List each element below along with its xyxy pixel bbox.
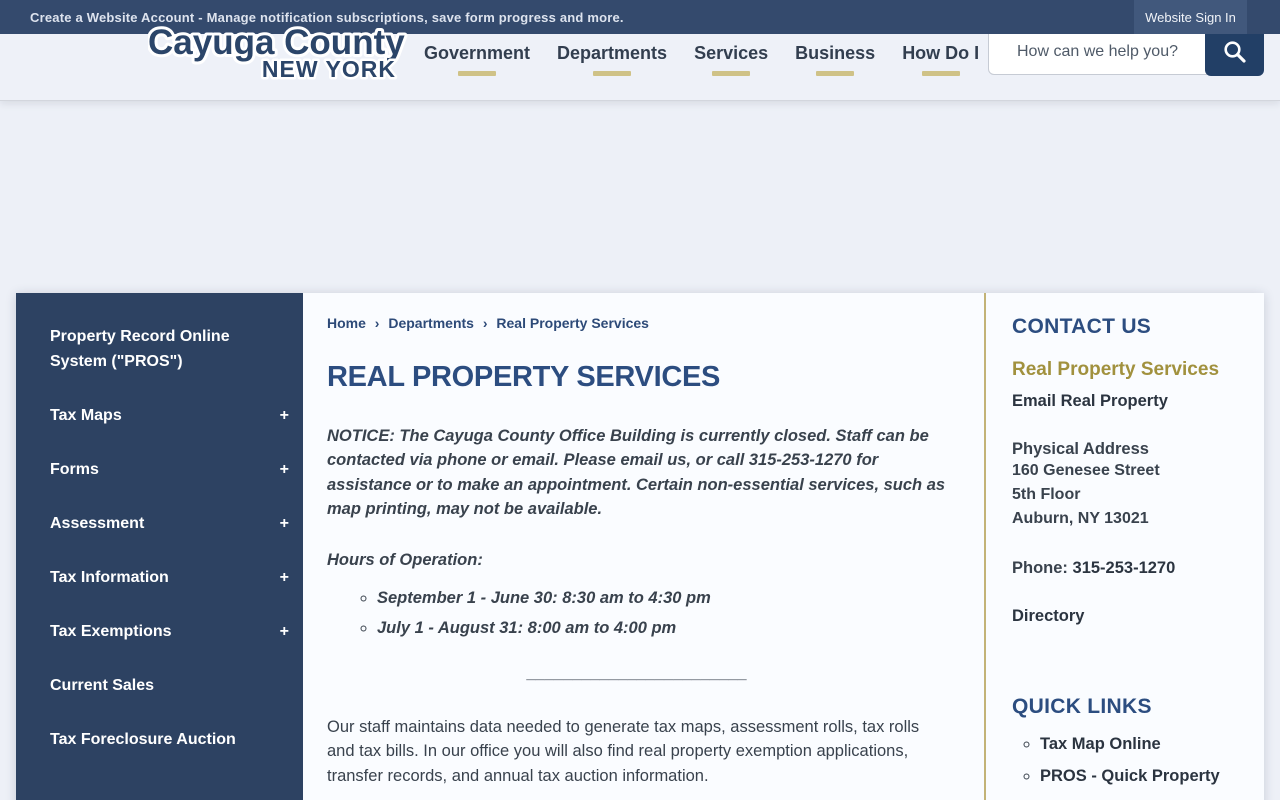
main-content <box>303 293 984 800</box>
hours-item: ◦ September 1 - June 30: 8:30 am to 4:30 pm <box>377 588 946 608</box>
logo-title-text: Cayuga County <box>148 23 405 62</box>
hours-of-operation-label: Hours of Operation: <box>327 551 483 570</box>
address-line: Auburn, NY 13021 <box>1012 510 1149 527</box>
contact-sidebar <box>984 293 1264 800</box>
breadcrumb-separator: › <box>374 315 380 331</box>
address-line: 5th Floor <box>1012 486 1081 503</box>
plus-icon[interactable]: + <box>279 515 289 532</box>
sidebar-item-current-sales[interactable]: Current Sales <box>50 677 155 694</box>
site-logotype[interactable] <box>148 18 418 82</box>
quick-link-item <box>1040 765 1248 788</box>
nav-underline <box>458 71 496 76</box>
phone-row: Phone: 315-253-1270 <box>1012 559 1176 577</box>
nav-item-business[interactable]: Business <box>795 43 875 76</box>
search-input[interactable] <box>989 29 1204 74</box>
quick-link-item <box>1040 733 1248 756</box>
tax-map-online-link[interactable]: Tax Map Online <box>1040 735 1161 753</box>
sidebar-item-tax-information[interactable]: Tax Information + <box>50 565 289 590</box>
content-card <box>16 293 1264 800</box>
plus-icon[interactable]: + <box>279 461 289 478</box>
email-real-property-link[interactable]: Email Real Property <box>1012 392 1168 410</box>
left-sidebar <box>16 293 303 800</box>
sidebar-item-forms[interactable]: Forms + <box>50 457 289 482</box>
pros-quick-property-link[interactable]: PROS - Quick Property <box>1040 767 1220 785</box>
nav-item-how-do-i[interactable]: How Do I <box>902 43 979 76</box>
hours-item: ◦ July 1 - August 31: 8:00 am to 4:00 pm <box>377 618 946 638</box>
nav-item-departments[interactable]: Departments <box>557 43 667 76</box>
nav-item-government[interactable]: Government <box>424 43 530 76</box>
address-line: 160 Genesee Street <box>1012 462 1160 479</box>
breadcrumb-current: Real Property Services <box>496 315 649 331</box>
phone-number-link[interactable]: 315-253-1270 <box>1072 559 1176 577</box>
nav-item-services[interactable]: Services <box>694 43 768 76</box>
main-nav <box>424 34 979 100</box>
account-promo-text: Create a Website Account - Manage notification subscriptions, save form progress and more. <box>30 9 624 25</box>
nav-underline <box>922 71 960 76</box>
breadcrumb-separator: › <box>482 315 488 331</box>
sidebar-item-tax-maps[interactable]: Tax Maps + <box>50 403 289 428</box>
quick-links-list <box>1012 733 1248 788</box>
site-search <box>988 28 1264 75</box>
closure-notice: NOTICE: The Cayuga County Office Building is currently closed. Staff can be contacted via phone or email. Please email us, or call 315-253-1270 for assistance or to make an appointment. Certain non-essential services, such as map printing, may not be available. <box>327 427 946 518</box>
nav-underline <box>816 71 854 76</box>
plus-icon[interactable]: + <box>279 407 289 424</box>
sidebar-item-tax-foreclosure-auction[interactable]: Tax Foreclosure Auction <box>50 731 236 748</box>
plus-icon[interactable]: + <box>279 623 289 640</box>
breadcrumb-departments[interactable]: Departments <box>388 315 474 331</box>
sidebar-item-pros[interactable]: Property Record Online System ("PROS") <box>50 328 230 370</box>
nav-underline <box>712 71 750 76</box>
website-sign-in-button[interactable]: Website Sign In <box>1134 0 1247 34</box>
search-icon <box>1222 39 1248 65</box>
email-us-link[interactable]: email us <box>620 451 687 470</box>
physical-address-label: Physical Address <box>1012 440 1149 458</box>
breadcrumb <box>327 315 946 331</box>
page-title: REAL PROPERTY SERVICES <box>327 361 721 393</box>
quick-links-heading: QUICK LINKS <box>1012 695 1152 718</box>
department-name: Real Property Services <box>1012 359 1220 380</box>
section-divider: ________________________ <box>526 664 747 683</box>
hours-list <box>327 588 946 638</box>
directory-link[interactable]: Directory <box>1012 607 1085 625</box>
contact-us-heading: CONTACT US <box>1012 315 1152 338</box>
logo-subtitle-text: NEW YORK <box>261 56 396 82</box>
staff-description-paragraph: Our staff maintains data needed to generate tax maps, assessment rolls, tax rolls and tax bills. In our office you will also find real property exemption applications, transfer records, and annual tax auction information. <box>327 718 920 785</box>
nav-underline <box>593 71 631 76</box>
search-button[interactable] <box>1205 28 1264 76</box>
sidebar-item-assessment[interactable]: Assessment + <box>50 511 289 536</box>
plus-icon[interactable]: + <box>279 569 289 586</box>
sidebar-item-tax-exemptions[interactable]: Tax Exemptions + <box>50 619 289 644</box>
breadcrumb-home[interactable]: Home <box>327 315 366 331</box>
